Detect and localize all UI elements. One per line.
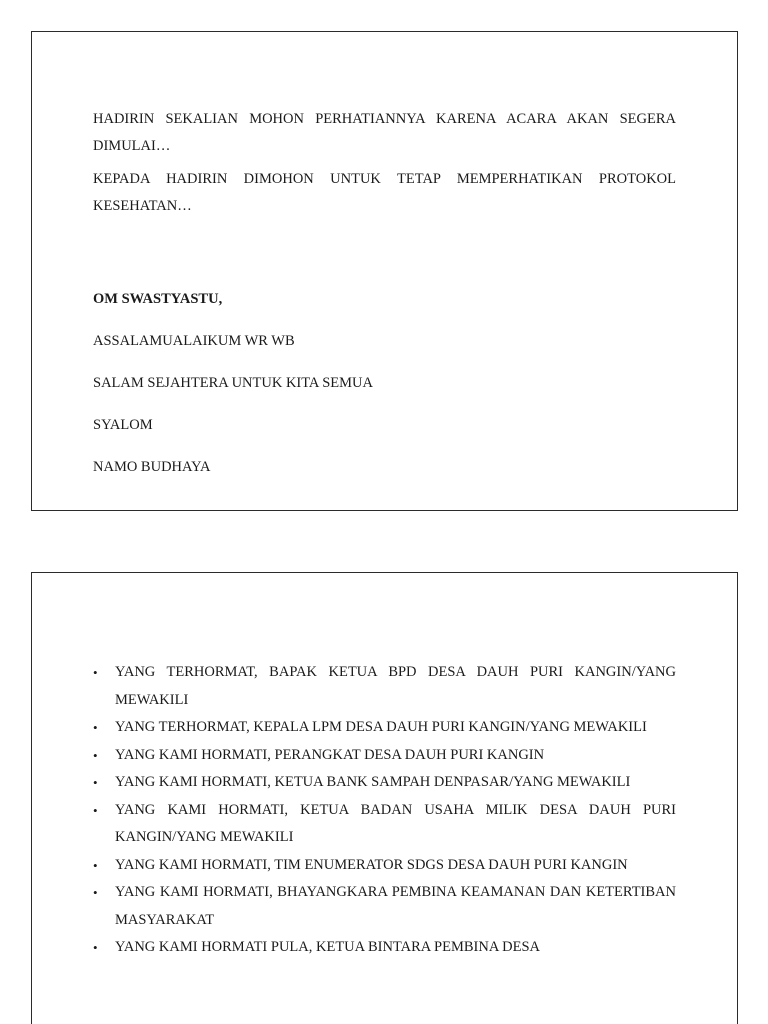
greeting-line: ASSALAMUALAIKUM WR WB <box>93 333 295 349</box>
list-item-text: YANG KAMI HORMATI, PERANGKAT DESA DAUH PURI KANGIN <box>115 746 545 763</box>
greeting-line: SYALOM <box>93 417 153 433</box>
list-item-text: YANG KAMI HORMATI, TIM ENUMERATOR SDGS DESA DAUH PURI KANGIN <box>115 856 628 873</box>
greeting-line: SALAM SEJAHTERA UNTUK KITA SEMUA <box>93 375 373 391</box>
bullet-icon: • <box>93 720 98 735</box>
list-item-text: YANG TERHORMAT, KEPALA LPM DESA DAUH PURI KANGIN/YANG MEWAKILI <box>115 719 647 735</box>
bullet-icon: • <box>93 747 98 763</box>
bullet-icon: • <box>93 775 98 790</box>
list-item <box>93 714 676 742</box>
list-item-text: YANG KAMI HORMATI, KETUA BANK SAMPAH DENPASAR/YANG MEWAKILI <box>115 774 631 790</box>
list-item <box>93 659 676 714</box>
list-item <box>93 742 676 770</box>
list-item <box>93 852 676 880</box>
honored-guests-card <box>31 572 738 1024</box>
greeting-om-swastyastu: OM SWASTYASTU, <box>93 291 223 307</box>
announcement-paragraph: KEPADA HADIRIN DIMOHON UNTUK TETAP MEMPERHATIKAN PROTOKOL KESEHATAN… <box>93 171 676 214</box>
list-item-text: YANG KAMI HORMATI, BHAYANGKARA PEMBINA KEAMANAN DAN KETERTIBAN MASYARAKAT <box>115 884 676 928</box>
bullet-icon: • <box>93 665 98 680</box>
list-item-text: YANG KAMI HORMATI, KETUA BADAN USAHA MILIK DESA DAUH PURI KANGIN/YANG MEWAKILI <box>115 801 676 845</box>
list-item-text: YANG TERHORMAT, BAPAK KETUA BPD DESA DAUH PURI KANGIN/YANG MEWAKILI <box>115 664 676 708</box>
bullet-icon: • <box>93 885 98 900</box>
list-item <box>93 797 676 852</box>
announcement-card <box>31 31 738 511</box>
bullet-icon: • <box>93 940 98 955</box>
list-item <box>93 769 676 797</box>
honored-guests-content <box>93 659 676 962</box>
bullet-icon: • <box>93 857 98 873</box>
announcement-paragraph: HADIRIN SEKALIAN MOHON PERHATIANNYA KARENA ACARA AKAN SEGERA DIMULAI… <box>93 111 676 154</box>
list-item <box>93 934 676 962</box>
announcement-content <box>93 106 676 478</box>
bullet-icon: • <box>93 802 98 818</box>
greeting-line: NAMO BUDHAYA <box>93 459 211 475</box>
honored-guests-list <box>93 659 676 962</box>
list-item <box>93 879 676 934</box>
list-item-text: YANG KAMI HORMATI PULA, KETUA BINTARA PEMBINA DESA <box>115 939 540 955</box>
